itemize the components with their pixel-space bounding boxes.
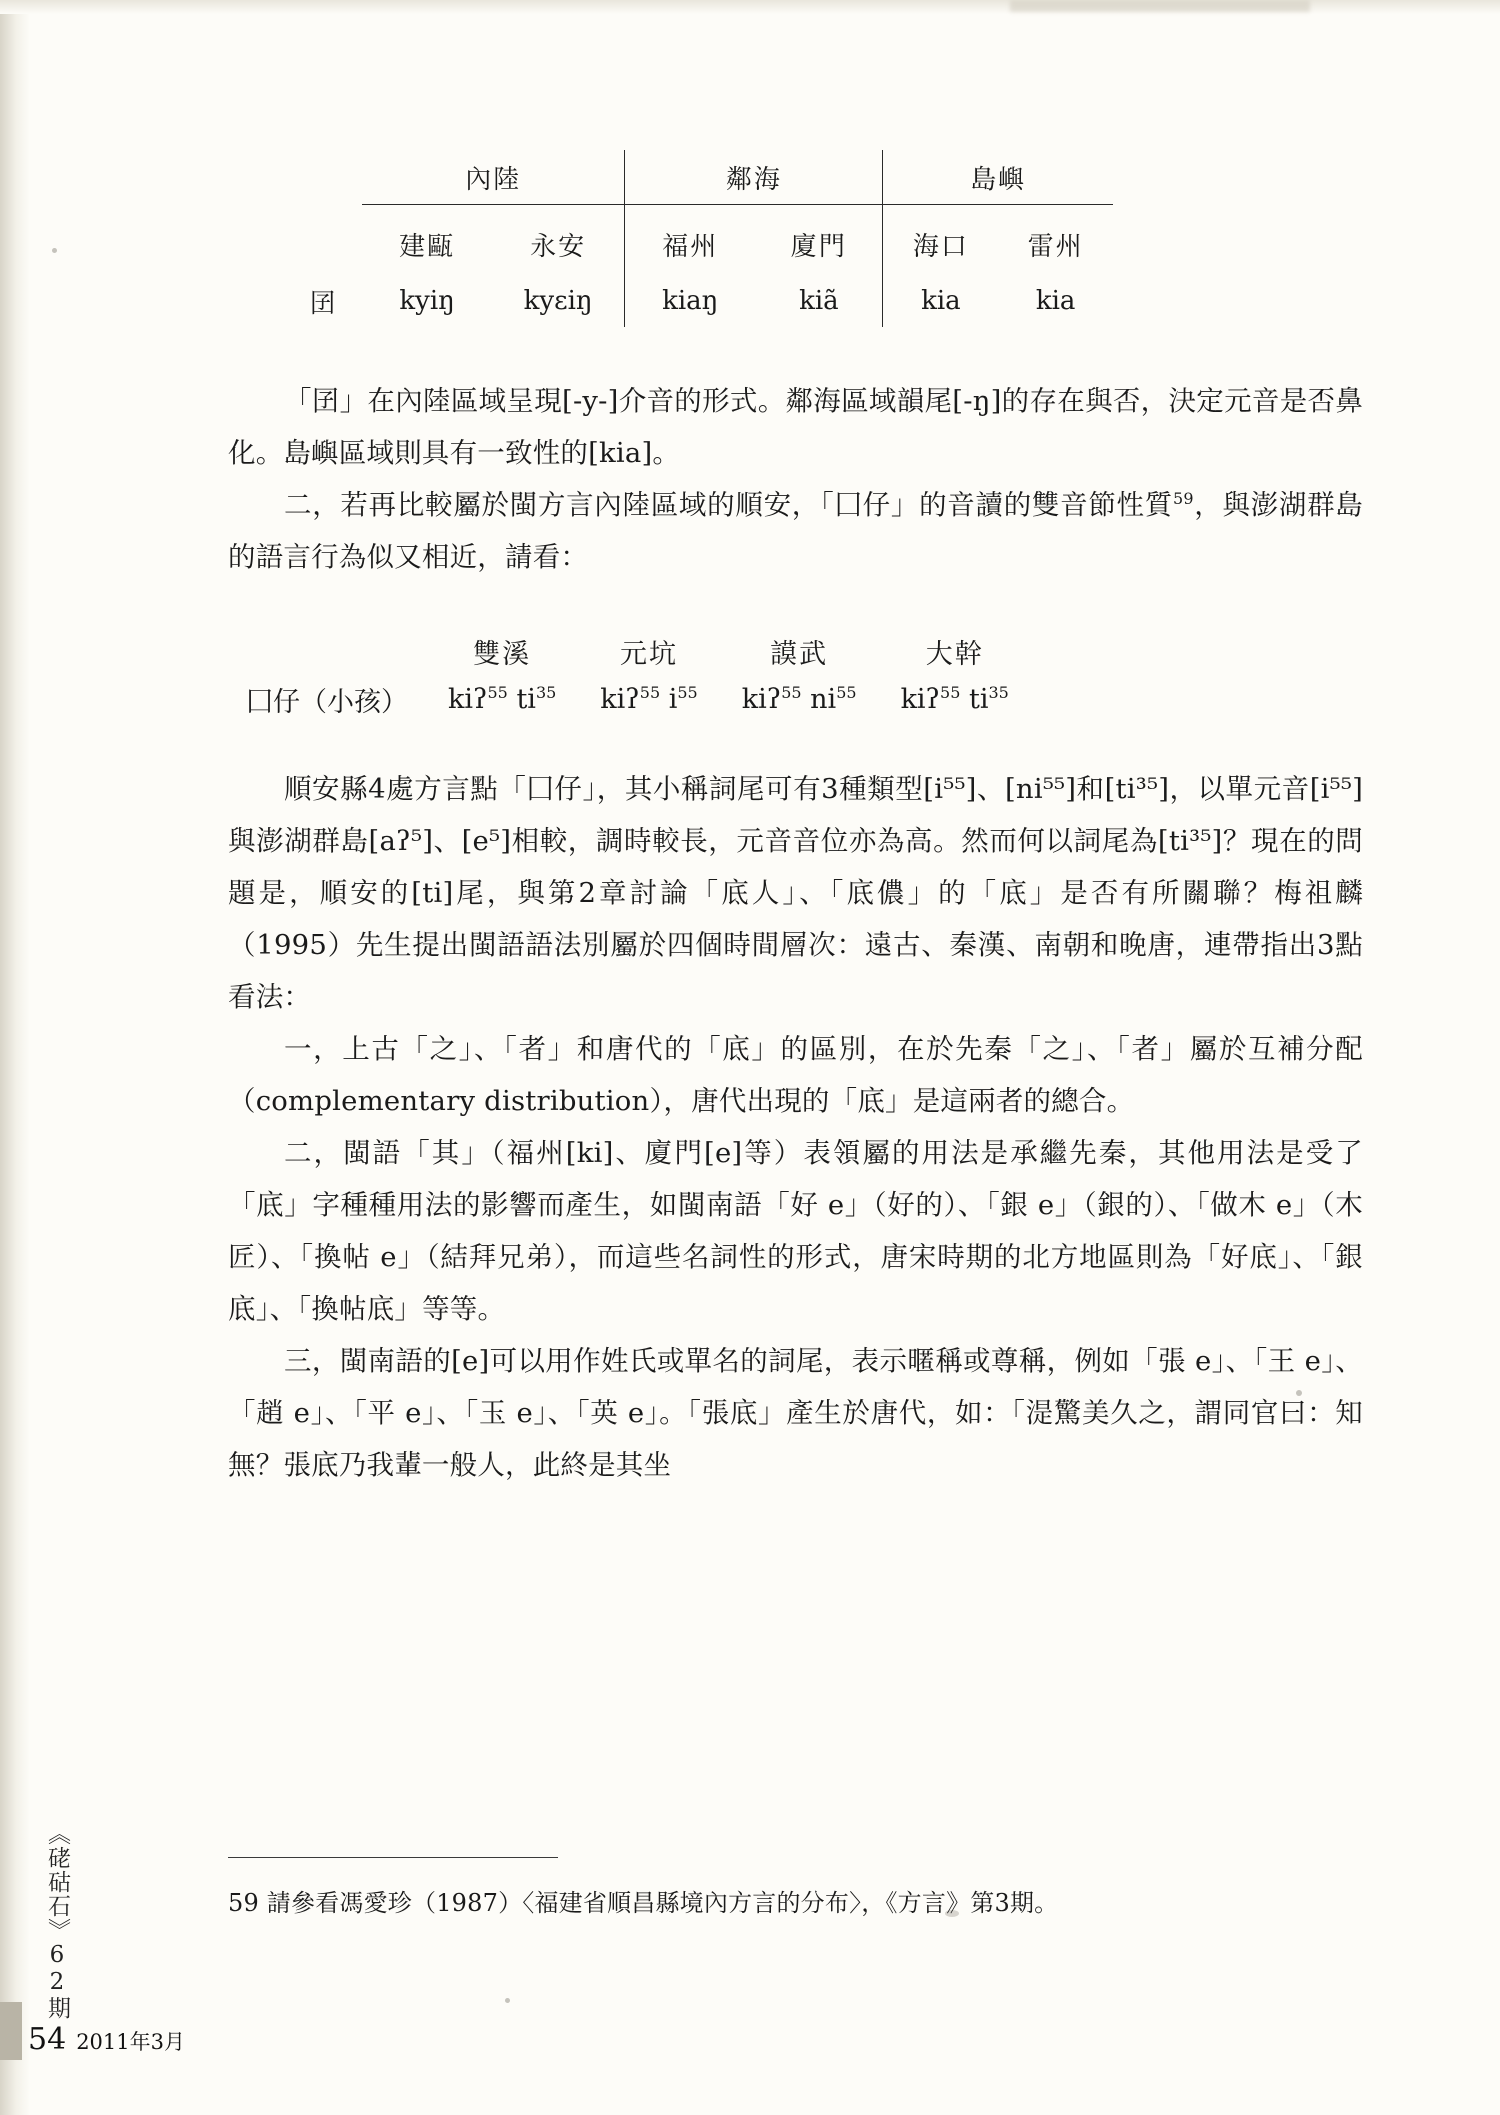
paragraph-4: 一，上古「之」、「者」和唐代的「底」的區別，在於先秦「之」、「者」屬於互補分配（complementary distribution），唐代出現的「底」是這兩者的總合。 [228, 1033, 1363, 1117]
scan-speck [505, 1998, 510, 2003]
ipa-fuzhou: kiaŋ [625, 275, 756, 327]
ipa-tone-2: 35 [535, 682, 557, 702]
footnote-separator [228, 1857, 558, 1858]
shuangxi-table [246, 627, 1031, 723]
empty-label-cell [283, 205, 362, 276]
issue-date: 2011年3月 [76, 2030, 185, 2054]
journal-side-label: 《硓𥑮石》62期 [44, 1822, 70, 2020]
ipa-tail: ti [969, 683, 989, 715]
shuangxi-header-0: 雙溪 [473, 638, 532, 670]
shuangxi-empty-corner [246, 627, 426, 675]
shuangxi-value-0 [426, 675, 578, 723]
ipa-tone-1: 55 [487, 682, 508, 702]
place-haikou: 海口 [883, 205, 998, 276]
shuangxi-header-2: 謨武 [770, 638, 829, 670]
shuangxi-table-wrapper [228, 627, 1363, 723]
shuangxi-value-2 [720, 675, 879, 723]
ipa-base: kiʔ [448, 683, 488, 715]
table-row-shuangxi-headers [246, 627, 1031, 675]
footnote-marker-59: 59 [1172, 488, 1194, 508]
ipa-tail: ni [810, 683, 837, 715]
table-row-shuangxi-values [246, 675, 1031, 723]
shuangxi-header-1: 元坑 [620, 638, 679, 670]
page-number: 54 [28, 2022, 67, 2057]
table-row-places [283, 205, 1113, 276]
ipa-tail: ti [516, 683, 536, 715]
footnote-text: 請參看馮愛珍（1987）〈福建省順昌縣境內方言的分布〉，《方言》第3期。 [266, 1889, 1059, 1917]
table-row-groups [283, 150, 1113, 205]
shuangxi-row-label: 囗仔（小孩） [246, 686, 408, 718]
dialect-comparison-table [283, 150, 1113, 327]
paragraph-1: 「囝」在內陸區域呈現[-y-]介音的形式。鄰海區域韻尾[-ŋ]的存在與否，決定元音是否鼻化。島嶼區域則具有一致性的[kia]。 [228, 385, 1363, 469]
place-leizhou: 雷州 [1027, 231, 1084, 262]
ipa-tail: i [668, 683, 678, 715]
ipa-leizhou: kia [1035, 286, 1076, 316]
place-jianou: 建甌 [399, 231, 456, 262]
ipa-tone-2: 35 [988, 682, 1009, 702]
group-header-island: 島嶼 [883, 150, 1113, 205]
place-yongan: 永安 [530, 231, 587, 262]
scan-speck [52, 248, 57, 253]
empty-corner-cell [283, 150, 362, 205]
scan-edge-left [0, 0, 30, 2115]
ipa-jianou: kyiŋ [399, 286, 455, 316]
group-header-inland: 內陸 [362, 150, 625, 205]
shuangxi-value-3 [879, 675, 1031, 723]
row-label-jian: 囝 [309, 288, 336, 319]
ipa-base: kiʔ [741, 683, 782, 715]
ipa-tone-2: 55 [677, 682, 698, 702]
paragraph-2-part-b: ，與澎湖群島的語言行為似又相近，請看： [228, 489, 1363, 573]
paragraph-2 [228, 479, 1363, 583]
shuangxi-value-1 [578, 675, 719, 723]
footnote-number: 59 [228, 1889, 259, 1917]
ipa-xiamen: kiã [799, 286, 839, 316]
ipa-tone-1: 55 [940, 682, 961, 702]
shuangxi-header-3: 大幹 [925, 638, 984, 670]
table-row-ipa [283, 275, 1113, 327]
paragraph-2-part-a: 二，若再比較屬於閩方言內陸區域的順安，「囗仔」的音讀的雙音節性質 [284, 489, 1173, 521]
page-footer [28, 2022, 185, 2057]
ipa-tone-1: 55 [781, 682, 802, 702]
paragraph-6: 三，閩南語的[e]可以用作姓氏或單名的詞尾，表示暱稱或尊稱，例如「張 e」、「王 e」、「趙 e」、「平 e」、「玉 e」、「英 e」。「張底」產生於唐代，如：「湜驚美久之，謂同官曰：知無？張底乃我輩一般人，此終是其坐 [228, 1345, 1363, 1481]
group-header-coastal: 鄰海 [625, 150, 883, 205]
ipa-haikou: kia [883, 275, 998, 327]
place-fuzhou: 福州 [625, 205, 756, 276]
paragraph-3: 順安縣4處方言點「囗仔」，其小稱詞尾可有3種類型[i⁵⁵]、[ni⁵⁵]和[ti³⁵]，以單元音[i⁵⁵]與澎湖群島[aʔ⁵]、[e⁵]相較，調時較長，元音音位亦為高。然而何以詞尾為[ti³⁵]？現在的問題是，順安的[ti]尾，與第2章討論「底人」、「底儂」的「底」是否有所關聯？梅祖麟（1995）先生提出閩語語法別屬於四個時間層次：遠古、秦漢、南朝和晚唐，連帶指出3點看法： [228, 773, 1363, 1013]
ipa-tone-2: 55 [836, 682, 857, 702]
paragraph-5: 二，閩語「其」（福州[ki]、廈門[e]等）表領屬的用法是承繼先秦，其他用法是受了「底」字種種用法的影響而產生，如閩南語「好 e」（好的）、「銀 e」（銀的）、「做木 e」（木匠）、「換帖 e」（結拜兄弟），而這些名詞性的形式，唐宋時期的北方地區則為「好底」、「銀底」、「換帖底」等等。 [228, 1137, 1363, 1325]
ipa-base: kiʔ [900, 683, 941, 715]
ipa-base: kiʔ [600, 683, 640, 715]
footnote-59 [228, 1884, 1358, 1922]
page-content [228, 150, 1363, 1491]
ipa-tone-1: 55 [639, 682, 661, 702]
scan-foot-block [0, 2002, 22, 2060]
ipa-yongan: kyɛiŋ [523, 286, 593, 316]
place-xiamen: 廈門 [790, 231, 847, 262]
scan-smudge [1010, 0, 1310, 12]
